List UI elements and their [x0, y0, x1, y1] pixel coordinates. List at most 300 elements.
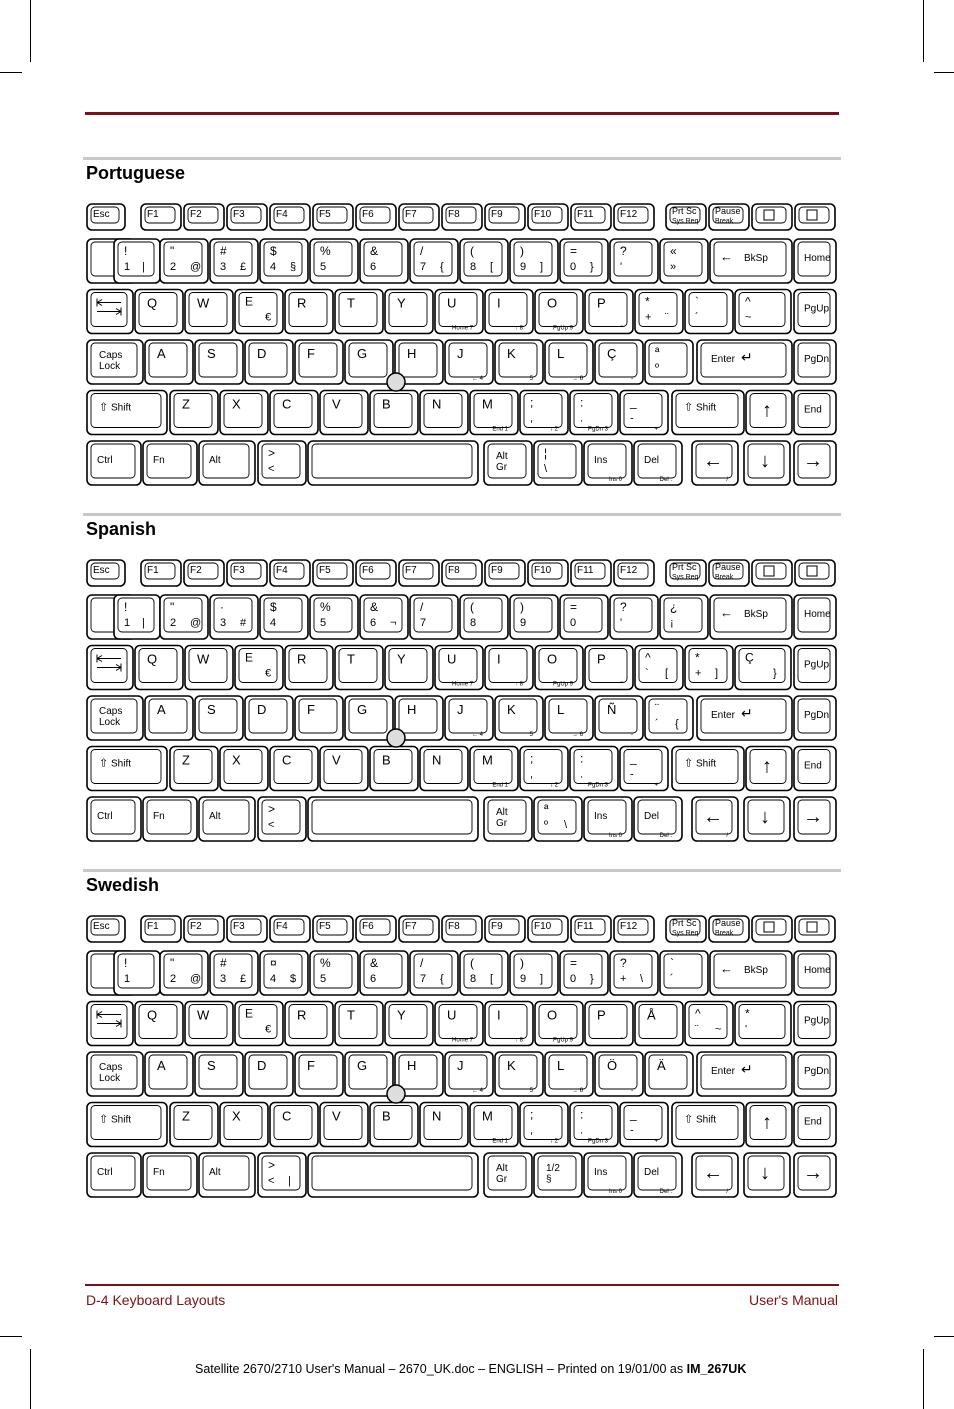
key-label-altgr: \	[640, 973, 644, 985]
key-sym	[114, 951, 160, 995]
key-label-altgr: }	[773, 667, 777, 680]
key-f7	[399, 916, 439, 942]
key-label-top: ?	[620, 600, 627, 614]
key-esc	[87, 204, 125, 230]
key-label: Alt	[496, 1163, 508, 1174]
key-label-bottom: '	[620, 617, 623, 629]
key-label: PgUp	[804, 1015, 830, 1027]
key-sym	[744, 797, 790, 841]
key-pause	[709, 204, 749, 230]
key-label: F9	[491, 565, 503, 576]
key-label: L	[557, 346, 565, 361]
key-label-top: $	[270, 244, 277, 258]
key-label: Shift	[111, 1114, 132, 1126]
key-label-altgr: ¬	[390, 617, 397, 629]
key-label: Ins	[594, 811, 608, 822]
key-p	[585, 290, 633, 334]
key-w	[185, 290, 233, 334]
key-label: Gr	[496, 818, 508, 829]
key-bksp	[710, 239, 792, 283]
key-f12	[614, 204, 654, 230]
key-sym	[794, 797, 836, 841]
key-label: F11	[577, 921, 594, 932]
key-pgdn	[794, 340, 836, 384]
key-label-top: &	[370, 244, 379, 258]
key-sym	[685, 290, 733, 334]
key-label: X	[232, 752, 241, 768]
numpad-label: → 6	[571, 376, 583, 382]
key-fn	[143, 797, 197, 841]
key-sym	[360, 239, 408, 283]
key-label: §	[546, 1174, 552, 1185]
key-label-bottom: º	[655, 362, 660, 374]
key-label-bottom: ,	[530, 1124, 534, 1137]
key-label-bottom: 5	[320, 973, 327, 985]
key-sym	[635, 290, 683, 334]
key-label: H	[407, 1058, 417, 1073]
key-e	[235, 1002, 283, 1046]
key-label: G	[357, 702, 368, 717]
key-label: U	[447, 295, 457, 311]
key-sym	[595, 696, 643, 740]
key-label-altgr: {	[440, 261, 444, 273]
section-title-spanish: Spanish	[86, 519, 157, 539]
key-label: X	[232, 396, 241, 412]
key-alt	[484, 797, 532, 841]
key-f10	[528, 204, 568, 230]
enter-icon: ↵	[741, 1061, 753, 1077]
key-label-bottom: 2	[170, 617, 177, 629]
key-g	[345, 1052, 393, 1096]
key-a	[145, 1052, 193, 1096]
key-v	[320, 747, 368, 791]
key-label-top: "	[170, 244, 175, 258]
key-label: K	[507, 702, 516, 717]
key-label-top: !	[124, 244, 128, 258]
key-label-top: "	[170, 956, 175, 970]
numpad-label: Ins 0	[608, 1189, 622, 1195]
numpad-label: ← 4	[471, 376, 483, 382]
key-label: End	[804, 1116, 822, 1128]
numpad-label: Home 7	[451, 1037, 473, 1044]
numpad-label: PgDn 3	[587, 426, 608, 433]
key-label: Lock	[99, 1073, 121, 1084]
key-label-bottom: ¡	[670, 617, 674, 629]
key-label: F12	[620, 209, 638, 220]
numpad-label: Home 7	[451, 681, 473, 688]
key-label: Caps	[99, 1062, 123, 1073]
key-label: Ö	[607, 1058, 618, 1073]
key-label: Enter	[711, 710, 735, 721]
key-del	[634, 797, 682, 841]
key-m	[470, 391, 518, 435]
key-label-top: ;	[530, 395, 534, 410]
key-label: S	[207, 346, 216, 361]
key-label: Z	[182, 1108, 190, 1124]
key-enter	[697, 1052, 792, 1096]
key-label-bottom: `	[645, 667, 649, 680]
shift-icon: ⇧	[99, 757, 109, 770]
key-label-altgr: {	[440, 973, 444, 985]
key-label: T	[347, 651, 355, 667]
key-sym	[645, 1052, 693, 1096]
key-label: PgUp	[804, 659, 830, 671]
key-sym	[620, 1103, 668, 1147]
key-label-bottom: 3	[220, 973, 227, 985]
key-label-bottom: 7	[420, 261, 427, 273]
shift-icon: ⇧	[99, 1113, 109, 1126]
key-label-altgr: \	[564, 819, 568, 831]
numpad-label: *	[620, 1037, 623, 1044]
key-b	[370, 747, 418, 791]
key-f3	[227, 204, 267, 230]
key-label-bottom: 0	[570, 973, 577, 985]
key-f	[295, 696, 343, 740]
key-label-bottom: 6	[370, 973, 377, 985]
key-label: F9	[491, 209, 503, 220]
key-ctrl	[87, 1153, 141, 1197]
numpad-label: 5	[529, 376, 533, 382]
numpad-label: /	[726, 477, 728, 483]
key-sym	[692, 797, 738, 841]
key-w	[185, 1002, 233, 1046]
key-f7	[399, 560, 439, 586]
key-f8	[442, 204, 482, 230]
key-f2	[184, 204, 224, 230]
key-sym	[534, 797, 582, 841]
key-label: PgDn	[804, 710, 830, 721]
key-label-top: `	[695, 294, 699, 309]
key-label: F3	[233, 921, 245, 932]
key-label-top: _	[630, 1107, 637, 1122]
key-sym	[310, 951, 358, 995]
key-label-top: =	[570, 244, 578, 258]
key-j	[445, 340, 493, 384]
key-sym	[560, 595, 608, 639]
key-s	[195, 340, 243, 384]
key-label: Enter	[711, 1066, 735, 1077]
key-label-top: %	[320, 244, 331, 258]
key-label: Shift	[111, 758, 132, 770]
key-shift	[672, 391, 744, 435]
key-label-top: _	[630, 395, 637, 410]
key-b	[370, 1103, 418, 1147]
key-label-top: :	[580, 1107, 584, 1122]
key-label-altgr: €	[265, 1023, 272, 1036]
key-label: Pause	[715, 562, 741, 572]
key-q	[135, 1002, 183, 1046]
key-home	[794, 951, 836, 995]
key-f11	[571, 560, 611, 586]
key-label: D	[257, 702, 267, 717]
key-sym	[660, 239, 708, 283]
key-label-top: ^	[695, 1006, 701, 1021]
key-sym	[620, 747, 668, 791]
numpad-label: PgUp 9	[552, 1037, 573, 1044]
key-label: L	[557, 1058, 565, 1073]
key-label-top: ¦	[544, 446, 548, 460]
key-label: J	[457, 702, 464, 717]
key-label-bottom: 9	[520, 617, 527, 629]
key-f3	[227, 916, 267, 942]
key-label: N	[432, 752, 442, 768]
key-label: Home	[804, 253, 831, 264]
key-label: D	[257, 1058, 267, 1073]
key-label: J	[457, 346, 464, 361]
numpad-label: PgUp 9	[552, 325, 573, 332]
key-label-bottom: 3	[220, 261, 227, 273]
numpad-label: +	[654, 782, 658, 789]
key-sym	[520, 747, 568, 791]
key-label-top: ^	[745, 294, 751, 309]
section-title-portuguese: Portuguese	[86, 163, 186, 183]
key-label-top: >	[268, 446, 276, 460]
key-z	[170, 391, 218, 435]
key-label-altgr: {	[675, 718, 679, 730]
arrow-icon: ←	[703, 450, 723, 472]
key-label: End	[804, 760, 822, 772]
key-label: P	[597, 651, 606, 667]
keyboard-portuguese	[87, 204, 836, 485]
key-prt-sc	[666, 560, 706, 586]
key-label: W	[197, 651, 210, 667]
key-b	[370, 391, 418, 435]
key-label-top: `	[670, 956, 674, 970]
key-label-altgr: #	[240, 617, 247, 629]
key-label-bottom: ´	[670, 973, 674, 985]
key-n	[420, 391, 468, 435]
key-sym	[610, 595, 658, 639]
key-label: F4	[276, 921, 288, 932]
key-label: F	[307, 346, 315, 361]
numpad-label: -	[631, 1088, 633, 1094]
key-label: F2	[190, 921, 202, 932]
key-label-bottom: 6	[370, 261, 377, 273]
key-ins	[584, 797, 632, 841]
key-label-bottom: 9	[520, 973, 527, 985]
key-sym	[260, 595, 308, 639]
key-blank	[795, 560, 835, 586]
key-d	[245, 696, 293, 740]
key-label-altgr: @	[190, 973, 202, 985]
key-label: PgDn	[804, 1066, 830, 1077]
key-f1	[141, 916, 181, 942]
key-label-bottom: 3	[220, 617, 227, 629]
key-label: A	[157, 702, 166, 717]
key-n	[420, 1103, 468, 1147]
key-shift	[87, 1103, 167, 1147]
key-sym	[310, 239, 358, 283]
key-f8	[442, 560, 482, 586]
key-label-bottom: ´	[655, 718, 659, 730]
key-label-bottom: 2	[170, 261, 177, 273]
key-sym	[570, 1103, 618, 1147]
key-label-top: ^	[645, 650, 651, 665]
key-sym	[620, 391, 668, 435]
key-esc	[87, 916, 125, 942]
shift-icon: ⇧	[99, 401, 109, 414]
key-label: F2	[190, 565, 202, 576]
key-sym	[360, 951, 408, 995]
key-o	[535, 1002, 583, 1046]
key-label-bottom: 9	[520, 261, 527, 273]
key-label-top: %	[320, 600, 331, 614]
key-label: Home	[804, 965, 831, 976]
key-label: Prt Sc	[672, 562, 697, 572]
key-u	[435, 290, 483, 334]
pointing-stick	[387, 729, 405, 747]
key-sym	[746, 747, 792, 791]
key-del	[634, 1153, 682, 1197]
arrow-icon: ↓	[760, 1162, 770, 1184]
key-sym	[794, 1153, 836, 1197]
key-label: F3	[233, 209, 245, 220]
key-label-bottom: 8	[470, 617, 477, 629]
key-alt	[484, 1153, 532, 1197]
key-label-altgr: ]	[715, 667, 719, 680]
key-label: Sys Req	[672, 218, 699, 225]
key-sym	[510, 239, 558, 283]
numpad-label: → 6	[571, 1088, 583, 1094]
key-sym	[160, 239, 208, 283]
key-i	[485, 646, 533, 690]
key-i	[485, 1002, 533, 1046]
key-label: F4	[276, 209, 288, 220]
key-d	[245, 1052, 293, 1096]
key-q	[135, 646, 183, 690]
key-label: F3	[233, 565, 245, 576]
key-sym	[114, 595, 160, 639]
key-label: U	[447, 1007, 457, 1023]
key-prt-sc	[666, 916, 706, 942]
key-g	[345, 696, 393, 740]
key-label-top: ¨	[655, 701, 659, 715]
numpad-label: PgUp 9	[552, 681, 573, 688]
key-sym	[114, 239, 160, 283]
key-label: Ctrl	[97, 1167, 113, 1178]
numpad-label: ↓ 2	[549, 426, 558, 433]
key-label-bottom: 1	[124, 617, 131, 629]
key-label-top: (	[470, 956, 474, 970]
numpad-label: -	[631, 732, 633, 738]
key-sym	[744, 1153, 790, 1197]
key-sym	[744, 441, 790, 485]
key-z	[170, 747, 218, 791]
key-o	[535, 646, 583, 690]
key-label: I	[497, 651, 501, 667]
key-label: Esc	[93, 921, 110, 932]
key-sym	[410, 239, 458, 283]
key-label: Sys Req	[672, 930, 699, 937]
key-label: A	[157, 1058, 166, 1073]
key-f5	[313, 916, 353, 942]
key-x	[220, 391, 268, 435]
key-sym	[560, 239, 608, 283]
key-n	[420, 747, 468, 791]
key-ins	[584, 441, 632, 485]
numpad-label: -	[631, 376, 633, 382]
arrow-icon: ↑	[762, 755, 772, 778]
numpad-label: +	[654, 1138, 658, 1145]
key-label-bottom: +	[695, 667, 702, 680]
key-label: F6	[362, 209, 374, 220]
key-label-bottom: .	[580, 768, 584, 781]
key-fn	[143, 441, 197, 485]
key-label: BkSp	[744, 965, 768, 976]
key-label: Ctrl	[97, 455, 113, 466]
key-m	[470, 747, 518, 791]
key-label: F10	[534, 921, 552, 932]
key-label: D	[257, 346, 267, 361]
key-sym	[692, 1153, 738, 1197]
key-label: Break	[715, 930, 734, 937]
numpad-label: PgDn 3	[587, 782, 608, 789]
key-label: Pause	[715, 206, 741, 216]
key-label-altgr: £	[240, 261, 247, 273]
key-label-top: >	[268, 802, 276, 816]
key-label: F6	[362, 565, 374, 576]
key-label-top: *	[695, 650, 700, 665]
key-label-altgr: [	[490, 261, 494, 273]
numpad-label: /	[726, 833, 728, 839]
key-tab	[87, 290, 133, 334]
key-label: End	[804, 404, 822, 416]
key-label: Å	[647, 1007, 656, 1023]
key-sym	[570, 391, 618, 435]
key-label-top: *	[645, 294, 650, 309]
key-label: F12	[620, 565, 638, 576]
key-label-bottom: '	[620, 261, 623, 273]
key-j	[445, 1052, 493, 1096]
numpad-label: Ins 0	[608, 477, 622, 483]
key-label: I	[497, 295, 501, 311]
key-label: Y	[397, 651, 406, 667]
key-end	[794, 747, 836, 791]
key-sym	[595, 340, 643, 384]
arrow-icon: ↓	[760, 450, 770, 472]
key-sym	[610, 239, 658, 283]
key-sym	[260, 239, 308, 283]
key-f10	[528, 916, 568, 942]
key-k	[495, 696, 543, 740]
key-x	[220, 1103, 268, 1147]
arrow-icon: ↓	[760, 806, 770, 828]
key-blank	[752, 560, 792, 586]
key-sym	[794, 441, 836, 485]
key-s	[195, 696, 243, 740]
key-label-bottom: 4	[270, 617, 277, 629]
key-label-altgr: ]	[540, 261, 544, 273]
key-label-altgr: }	[590, 973, 594, 985]
key-label-altgr: §	[290, 261, 297, 273]
key-label-top: =	[570, 600, 578, 614]
key-ctrl	[87, 441, 141, 485]
shift-icon: ⇧	[684, 757, 694, 770]
key-v	[320, 391, 368, 435]
key-label: F4	[276, 565, 288, 576]
key-f4	[270, 204, 310, 230]
key-label-altgr: $	[290, 973, 297, 985]
key-label: BkSp	[744, 253, 768, 264]
key-shift	[672, 747, 744, 791]
key-k	[495, 340, 543, 384]
footer-rule	[85, 1284, 839, 1286]
key-ins	[584, 1153, 632, 1197]
key-label: Lock	[99, 717, 121, 728]
numpad-label: *	[620, 681, 623, 688]
key-sym	[570, 747, 618, 791]
arrow-icon: ←	[703, 806, 723, 828]
